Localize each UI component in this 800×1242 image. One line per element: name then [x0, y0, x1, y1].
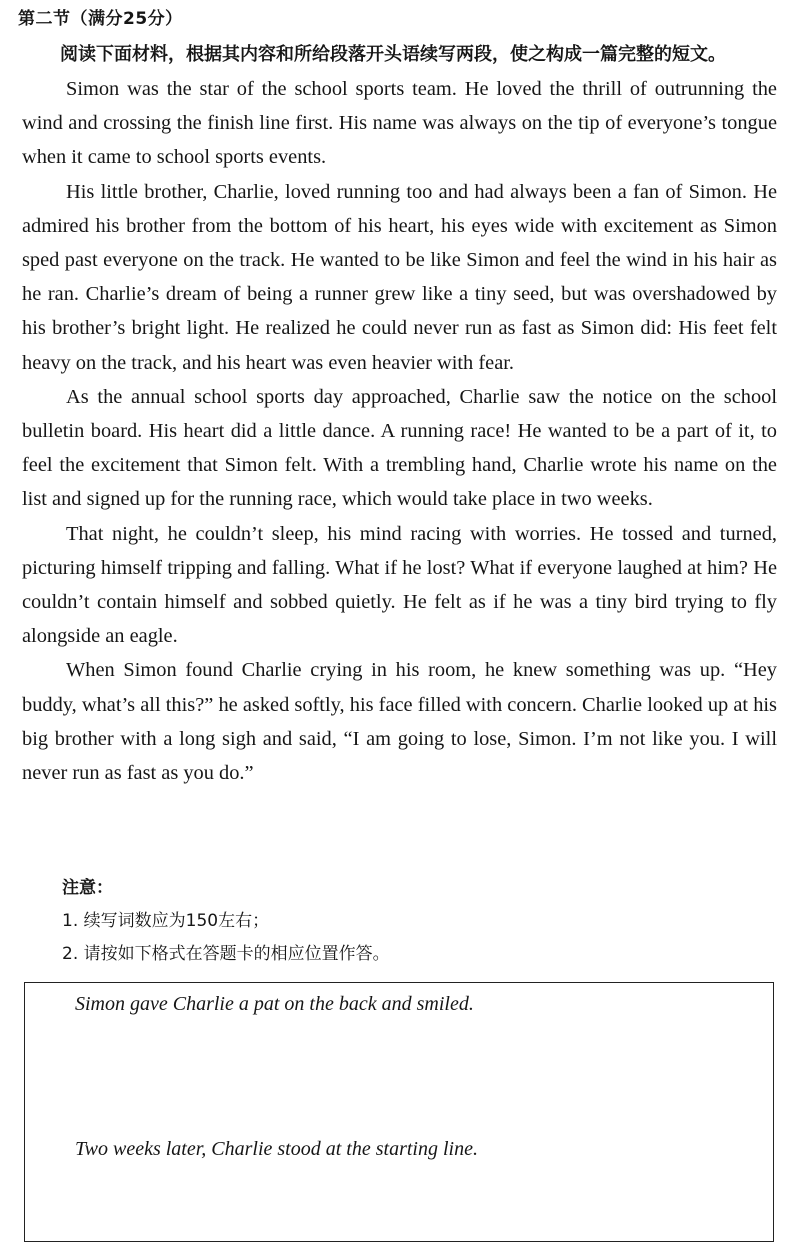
passage-paragraph: His little brother, Charlie, loved running too and had always been a fan of Simon. He admired his brother from the bottom of his heart, his eyes wide with excitement as Simon sped past everyone on the track. He wanted to be like Simon and feel the wind in his hair as he ran. Charlie’s dream of being a runner grew like a tiny seed, but was overshadowed by his brother’s bright light. He realized he could never run as fast as Simon did: His feet felt heavy on the track, and his heart was even heavier with fear. — [22, 180, 777, 374]
reading-passage — [22, 72, 777, 790]
passage-paragraph: When Simon found Charlie crying in his room, he knew something was up. “Hey buddy, what’s all this?” he asked softly, his face filled with concern. Charlie looked up at his big brother with a long sigh and said, “I am going to lose, Simon. I’m not like you. I will never run as fast as you do.” — [22, 659, 777, 785]
notes-section — [62, 872, 390, 971]
continuation-prompt-1: Simon gave Charlie a pat on the back and smiled. — [75, 993, 474, 1015]
continuation-prompt-2: Two weeks later, Charlie stood at the starting line. — [75, 1138, 478, 1160]
passage-paragraph: Simon was the star of the school sports team. He loved the thrill of outrunning the wind and crossing the finish line first. His name was always on the tip of everyone’s tongue when it came to school sports events. — [22, 78, 777, 169]
note-item: 1. 续写词数应为150左右； — [62, 911, 270, 931]
passage-paragraph: That night, he couldn’t sleep, his mind racing with worries. He tossed and turned, picturing himself tripping and falling. What if he lost? What if everyone laughed at him? He couldn’t contain himself and sobbed quietly. He felt as if he was a tiny bird trying to fly alongside an eagle. — [22, 522, 777, 648]
passage-paragraph: As the annual school sports day approached, Charlie saw the notice on the school bulletin board. His heart did a little dance. A running race! He wanted to be a part of it, to feel the excitement that Simon felt. With a trembling hand, Charlie wrote his name on the list and signed up for the running race, which would take place in two weeks. — [22, 385, 777, 511]
answer-box — [24, 982, 774, 1242]
notes-heading: 注意： — [62, 878, 113, 898]
instructions-text: 阅读下面材料，根据其内容和所给段落开头语续写两段，使之构成一篇完整的短文。 — [60, 44, 726, 65]
section-title: 第二节（满分25分） — [18, 9, 183, 29]
note-item: 2. 请按如下格式在答题卡的相应位置作答。 — [62, 944, 390, 964]
